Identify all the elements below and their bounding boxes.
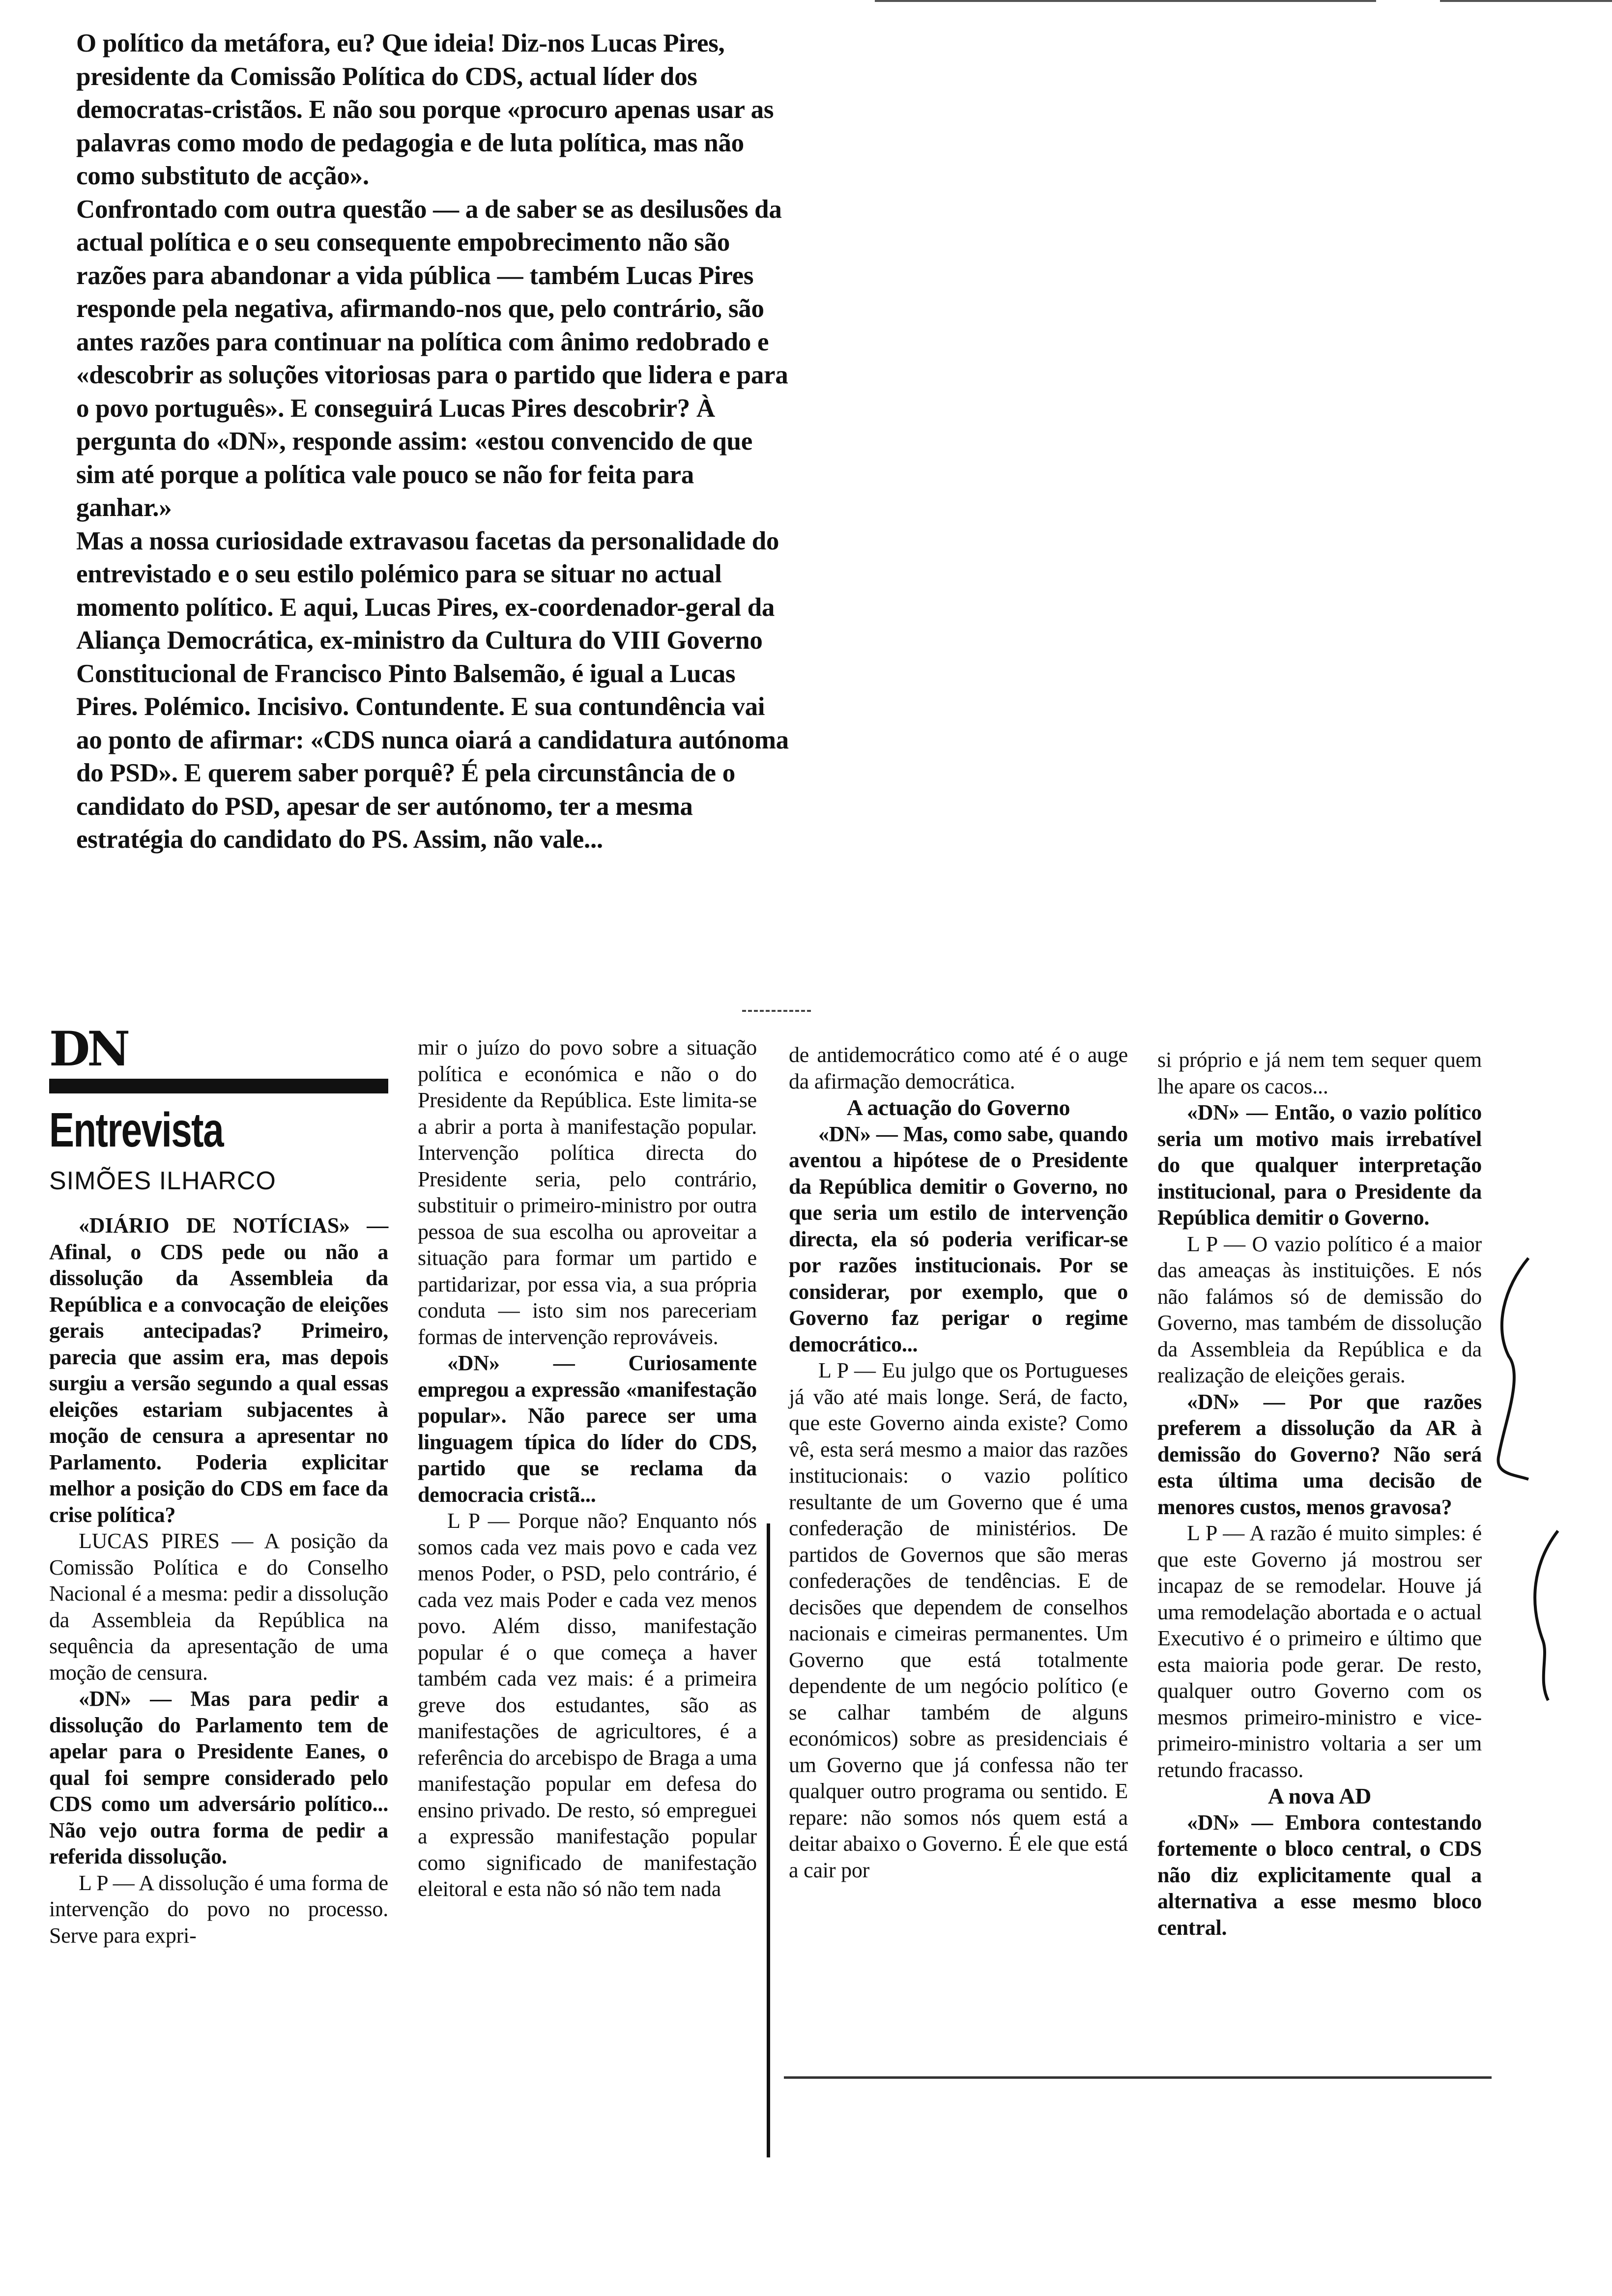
answer-paragraph: L P — Eu julgo que os Portugueses já vão até mais longe. Será, de facto, que este Governo ainda existe? Como vê, esta será mesmo a maior das razões institucionais: o vazio político resultante de um Governo que é uma confederação de ministérios. De partidos de Governos que são meras confederações de tendências. E de decisões que dependem de conselhos nacionais e cimeiras permanentes. Um Governo que está totalmente dependente de um negócio político (e se calhar também de alguns económicos) sobre as presidenciais é um Governo que já confessa não ter qualquer outro programa ou sentido. E repare: não somos nós quem está a deitar abaixo o Governo. É ele que está a cair por xyxy=(789,1358,1128,1882)
answer-paragraph: si próprio e já nem tem sequer quem lhe apare os cacos... xyxy=(1157,1048,1482,1098)
answer-paragraph: LUCAS PIRES — A posição da Comissão Política e do Conselho Nacional é a mesma: pedir a dissolução da Assembleia da República na sequência da apresentação de uma moção de censura. xyxy=(49,1529,388,1685)
answer-paragraph: L P — A dissolução é uma forma de intervenção do povo no processo. Serve para expri- xyxy=(49,1870,388,1948)
intro-paragraph: Mas a nossa curiosidade extravasou facetas da personalidade do entrevistado e o seu estilo polémico para se situar no actual momento político. E aqui, Lucas Pires, ex-coordenador-geral da Aliança Democrática, ex-ministro da Cultura do VIII Governo Constitucional de Francisco Pinto Balsemão, é igual a Lucas Pires. Polémico. Incisivo. Contundente. E sua contundência vai ao ponto de afirmar: «CDS nunca oiará a candidatura autónoma do PSD». E querem saber porquê? É pela circunstância de o candidato do PSD, apesar de ser autónomo, ter a mesma estratégia do candidato do PS. Assim, não vale... xyxy=(76,526,789,854)
answer-paragraph: L P — O vazio político é a maior das ameaças às instituições. E nós não falámos só de demissão do Governo, mas também de dissolução da Assembleia da República e da realização de eleições gerais. xyxy=(1157,1232,1482,1387)
intro-paragraph: Confrontado com outra questão — a de saber se as desilusões da actual política e o seu consequente empobrecimento não são razões para abandonar a vida pública — também Lucas Pires responde pela negativa, afirmando-nos que, pelo contrário, são antes razões para continuar na política com ânimo redobrado e «descobrir as soluções vitoriosas para o partido que lidera e para o povo português». E conseguirá Lucas Pires descobrir? À pergunta do «DN», responde assim: «estou convencido de que sim até porque a política vale pouco se não for feita para ganhar.» xyxy=(76,195,788,522)
answer-paragraph: mir o juízo do povo sobre a situação política e económica e não o do Presidente da República. Este limita-se a abrir a porta à manifestação popular. Intervenção política directa do Presidente seria, pelo contrário, substituir o primeiro-ministro por outra pessoa de sua escolha ou aproveitar a situação para formar um partido e partidarizar, por essa via, a sua própria conduta — isto sim nos pareceriam formas de intervenção reprováveis. xyxy=(418,1035,757,1349)
question-paragraph: «DN» — Embora contestando fortemente o bloco central, o CDS não diz explicitamente qual a alternativa a esse mesmo bloco central. xyxy=(1157,1810,1482,1940)
answer-paragraph: L P — A razão é muito simples: é que este Governo já mostrou ser incapaz de se remodelar. Houve já uma remodelação abortada e o actual Executivo é o primeiro e último que esta maioria pode gerar. De resto, qualquer outro Governo com os mesmos primeiro-ministro e vice-primeiro-ministro voltaria a ser um retundo fracasso. xyxy=(1157,1521,1482,1782)
dn-logo: DN xyxy=(49,1021,127,1077)
answer-paragraph: de antidemocrático como até é o auge da afirmação democrática. xyxy=(789,1043,1128,1093)
question-paragraph: «DN» — Por que razões preferem a dissolução da AR à demissão do Governo? Não será esta última uma decisão de menores custos, menos gravosa? xyxy=(1157,1389,1482,1519)
question-paragraph: «DN» — Mas para pedir a dissolução do Parlamento tem de apelar para o Presidente Eanes, o qual foi sempre considerado pelo CDS como um adversário político... Não vejo outra forma de pedir a referida dissolução. xyxy=(49,1687,388,1868)
bracket-mark xyxy=(1498,1258,1528,1479)
section-title: Entrevista xyxy=(49,1103,224,1157)
question-paragraph: «DN» — Mas, como sabe, quando aventou a hipótese de o Presidente da República demitir o Governo, no que seria um estilo de intervenção directa, ela só poderia verificar-se por razões institucionais. Por se considerar, por exemplo, que o Governo faz perigar o regime democrático... xyxy=(789,1121,1128,1356)
answer-paragraph: L P — Porque não? Enquanto nós somos cada vez mais povo e cada vez menos Poder, o PSD, pelo contrário, é cada vez mais Poder e cada vez menos povo. Além disso, manifestação popular é o que começa a haver também cada vez mais: é a primeira greve dos estudantes, são as manifestações de agricultores, é a referência do arcebispo de Braga a uma manifestação popular em defesa do ensino privado. De resto, só empreguei a expressão manifestação popular como significado de manifestação eleitoral e esta não só não tem nada xyxy=(418,1509,757,1901)
subheading: A nova AD xyxy=(1267,1783,1372,1808)
question-paragraph: «DIÁRIO DE NOTÍCIAS» — Afinal, o CDS pede ou não a dissolução da Assembleia da República e a convocação de eleições gerais antecipadas? Primeiro, parecia que assim era, mas depois surgiu a versão segundo a qual essas eleições estariam subjacentes à moção de censura a apresentar no Parlamento. Poderia explicitar melhor a posição do CDS em face da crise política? xyxy=(49,1213,388,1527)
byline: SIMÕES ILHARCO xyxy=(49,1167,276,1195)
intro-paragraph: O político da metáfora, eu? Que ideia! Diz-nos Lucas Pires, presidente da Comissão Política do CDS, actual líder dos democratas-cristãos. E não sou porque «procuro apenas usar as palavras como modo de pedagogia e de luta política, mas não como substituto de acção». xyxy=(76,29,774,190)
bracket-mark xyxy=(1535,1531,1558,1700)
question-paragraph: «DN» — Curiosamente empregou a expressão «manifestação popular». Não parece ser uma linguagem típica do líder do CDS, partido que se reclama da democracia cristã... xyxy=(418,1351,757,1507)
question-paragraph: «DN» — Então, o vazio político seria um motivo mais irrebatível do que qualquer interpretação institucional, para o Presidente da República demitir o Governo. xyxy=(1157,1100,1482,1230)
subheading: A actuação do Governo xyxy=(846,1095,1070,1120)
